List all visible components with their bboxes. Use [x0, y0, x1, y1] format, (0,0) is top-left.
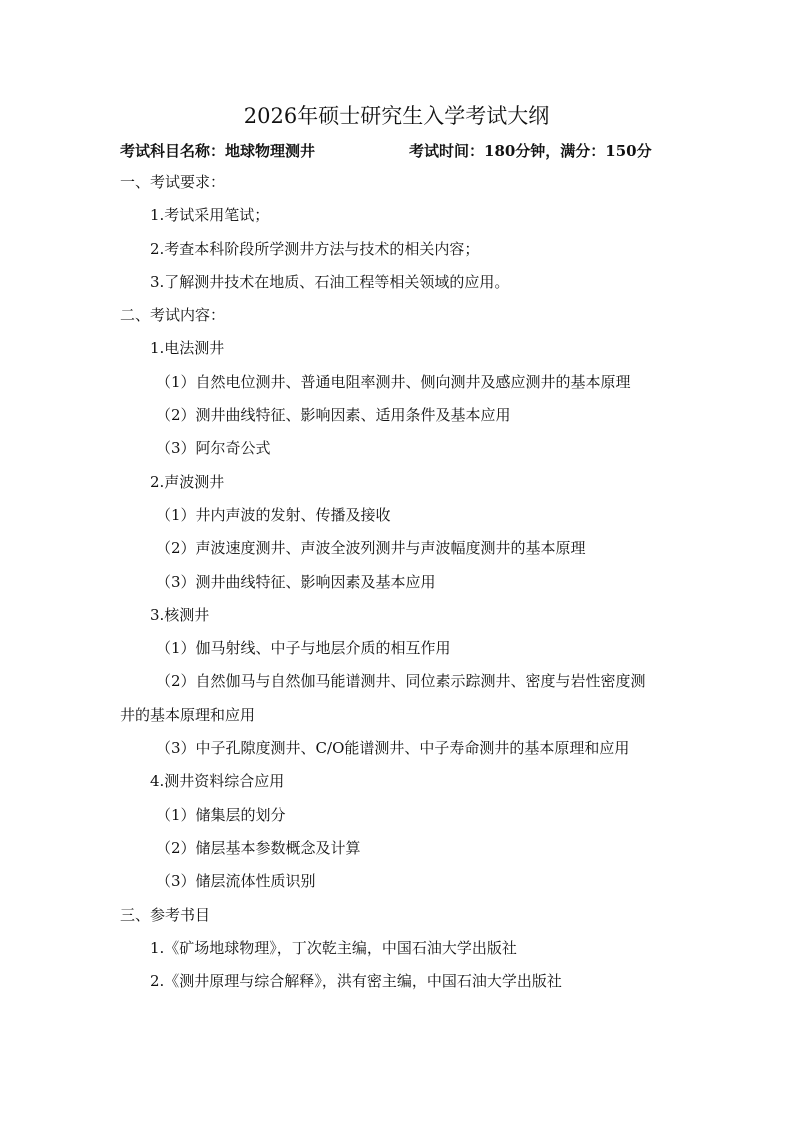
list-item: 2.《测井原理与综合解释》，洪有密主编，中国石油大学出版社 [150, 972, 562, 991]
exam-subject: 考试科目名称：地球物理测井 [120, 142, 316, 160]
list-item: 2.考查本科阶段所学测井方法与技术的相关内容； [150, 239, 480, 258]
page-title: 2026年硕士研究生入学考试大纲 [243, 104, 550, 128]
exam-info: 考试时间：180分钟，满分：150分 [409, 142, 652, 160]
list-item: 1.《矿场地球物理》，丁次乾主编，中国石油大学出版社 [150, 938, 517, 957]
sub-list-item: （2）测井曲线特征、影响因素、适用条件及基本应用 [156, 406, 511, 425]
sub-list-item: （3）中子孔隙度测井、C/O能谱测井、中子寿命测井的基本原理和应用 [156, 739, 630, 758]
sub-list-item: （2）声波速度测井、声波全波列测井与声波幅度测井的基本原理 [156, 539, 586, 558]
list-item: 3.了解测井技术在地质、石油工程等相关领域的应用。 [150, 272, 510, 291]
list-item: 1.考试采用笔试； [150, 206, 270, 225]
sub-list-item: （3）储层流体性质识别 [156, 872, 316, 891]
section-heading: 二、考试内容： [120, 306, 226, 325]
list-item: 2.声波测井 [150, 472, 225, 491]
sub-list-item: （1）井内声波的发射、传播及接收 [156, 505, 391, 524]
sub-list-item: （3）阿尔奇公式 [156, 439, 271, 458]
sub-list-item: （1）储集层的划分 [156, 805, 286, 824]
sub-list-item: （2）储层基本参数概念及计算 [156, 838, 361, 857]
section-heading: 一、考试要求： [120, 173, 226, 191]
section-heading: 井的基本原理和应用 [120, 705, 256, 724]
document-body [120, 166, 680, 998]
sub-list-item: （1）伽马射线、中子与地层介质的相互作用 [156, 639, 451, 658]
sub-list-item: （1）自然电位测井、普通电阻率测井、侧向测井及感应测井的基本原理 [156, 372, 631, 391]
list-item: 1.电法测井 [150, 339, 225, 358]
sub-list-item: （3）测井曲线特征、影响因素及基本应用 [156, 572, 436, 591]
section-heading: 三、参考书目 [120, 905, 211, 924]
list-item: 4.测井资料综合应用 [150, 772, 285, 791]
list-item: 3.核测井 [150, 605, 210, 624]
sub-list-item: （2）自然伽马与自然伽马能谱测井、同位素示踪测井、密度与岩性密度测 [156, 672, 646, 691]
